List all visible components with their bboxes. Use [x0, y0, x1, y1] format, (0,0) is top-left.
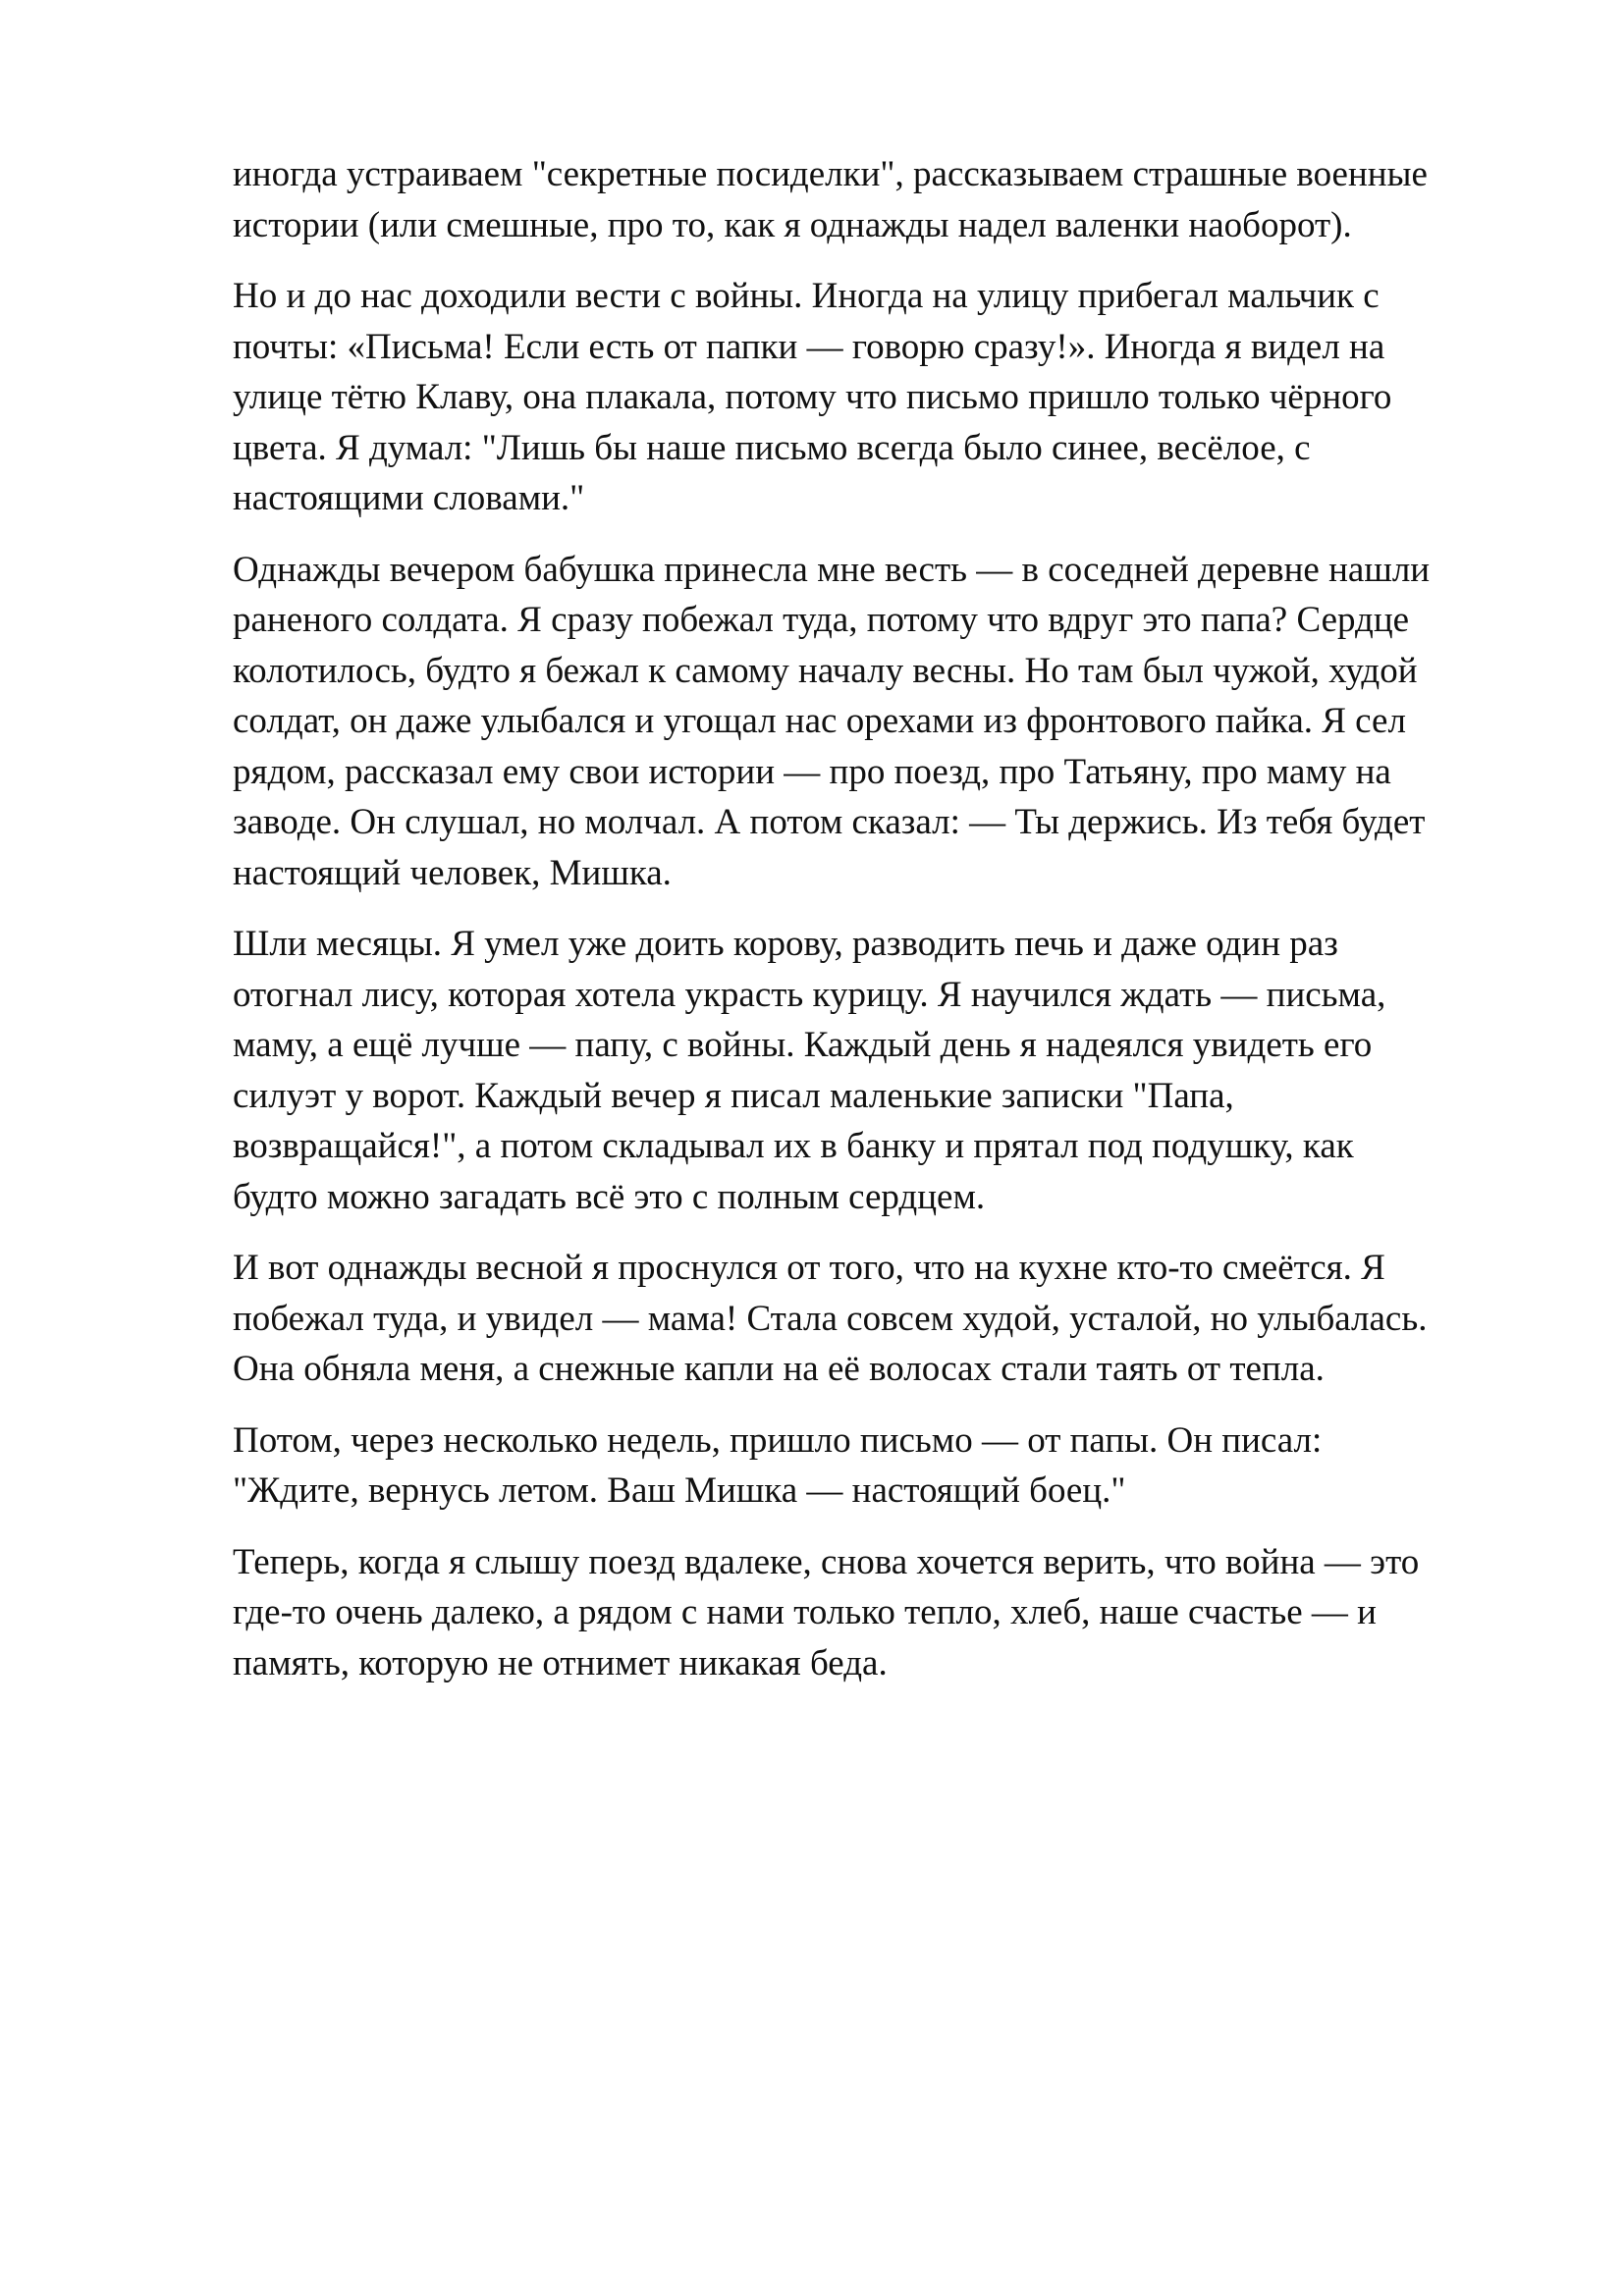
text-line: побежал туда, и увидел — мама! Стала совсем худой, усталой, но улыбалась. — [233, 1298, 1428, 1339]
text-line: И вот однажды весной я проснулся от того, что на кухне кто-то смеётся. Я — [233, 1248, 1385, 1288]
text-line: Но и до нас доходили вести с войны. Иногда на улицу прибегал мальчик с — [233, 276, 1380, 316]
text-line: "Ждите, вернусь летом. Ваш Мишка — настоящий боец." — [233, 1470, 1126, 1511]
text-line: Потом, через несколько недель, пришло письмо — от папы. Он писал: — [233, 1419, 1323, 1461]
text-line: раненого солдата. Я сразу побежал туда, потому что вдруг это папа? Сердце — [233, 600, 1410, 640]
text-line: истории (или смешные, про то, как я однажды надел валенки наоборот). — [233, 204, 1352, 245]
text-line: заводе. Он слушал, но молчал. А потом сказал: — Ты держись. Из тебя будет — [233, 802, 1426, 842]
paragraph-3 — [233, 545, 1509, 899]
text-line: иногда устраиваем "секретные посиделки", рассказываем страшные военные — [233, 154, 1428, 194]
text-line: силуэт у ворот. Каждый вечер я писал маленькие записки "Папа, — [233, 1075, 1234, 1116]
text-line: почты: «Письма! Если есть от папки — говорю сразу!». Иногда я видел на — [233, 326, 1385, 367]
text-line: где-то очень далеко, а рядом с нами только тепло, хлеб, наше счастье — и — [233, 1592, 1377, 1632]
paragraph-4 — [233, 919, 1509, 1222]
document-body — [233, 149, 1509, 1709]
text-line: Теперь, когда я слышу поезд вдалеке, снова хочется верить, что война — это — [233, 1541, 1420, 1582]
text-line: будто можно загадать всё это с полным сердцем. — [233, 1176, 986, 1217]
text-line: память, которую не отнимет никакая беда. — [233, 1642, 888, 1683]
paragraph-7 — [233, 1537, 1509, 1689]
text-line: возвращайся!", а потом складывал их в банку и прятал под подушку, как — [233, 1126, 1354, 1166]
paragraph-6 — [233, 1415, 1509, 1517]
paragraph-2 — [233, 271, 1509, 524]
text-line: рядом, рассказал ему свои истории — про поезд, про Татьяну, про маму на — [233, 751, 1391, 792]
text-line: Она обняла меня, а снежные капли на её волосах стали таять от тепла. — [233, 1349, 1325, 1389]
text-line: настоящий человек, Мишка. — [233, 852, 672, 893]
paragraph-5 — [233, 1243, 1509, 1395]
paragraph-1 — [233, 149, 1509, 250]
text-line: настоящими словами." — [233, 478, 585, 518]
text-line: Шли месяцы. Я умел уже доить корову, разводить печь и даже один раз — [233, 924, 1338, 964]
text-line: улице тётю Клаву, она плакала, потому что письмо пришло только чёрного — [233, 377, 1392, 417]
text-line: Однажды вечером бабушка принесла мне весть — в соседней деревне нашли — [233, 549, 1431, 590]
text-line: цвета. Я думал: "Лишь бы наше письмо всегда было синее, весёлое, с — [233, 427, 1311, 468]
text-line: колотилось, будто я бежал к самому началу весны. Но там был чужой, худой — [233, 650, 1418, 691]
text-line: маму, а ещё лучше — папу, с войны. Каждый день я надеялся увидеть его — [233, 1025, 1373, 1065]
text-line: солдат, он даже улыбался и угощал нас орехами из фронтового пайка. Я сел — [233, 701, 1406, 741]
text-line: отогнал лису, которая хотела украсть курицу. Я научился ждать — письма, — [233, 974, 1386, 1015]
